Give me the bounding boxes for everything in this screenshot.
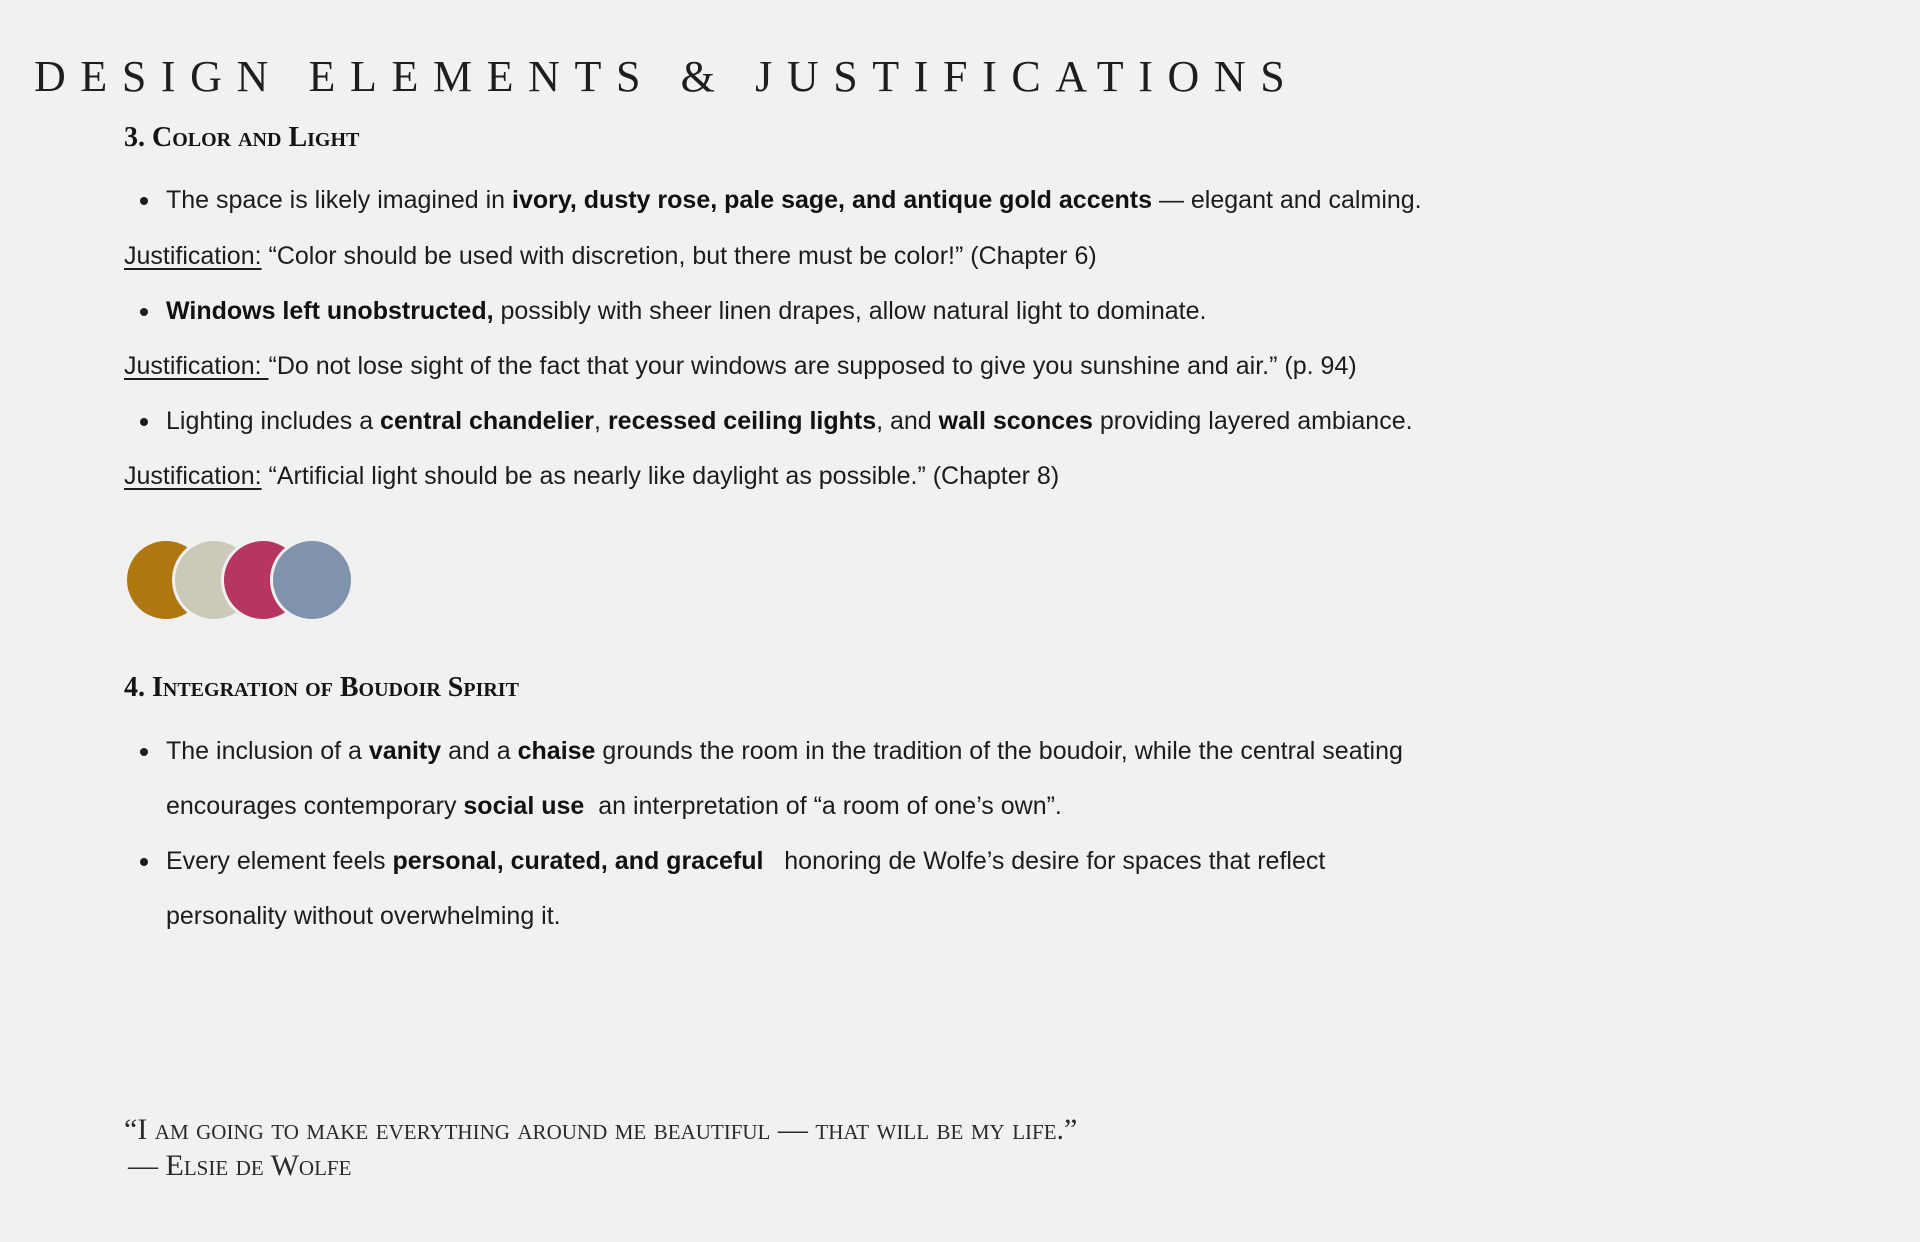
bullet-marker: [140, 418, 148, 426]
bullet-personal-curated-continued: personality without overwhelming it.: [166, 902, 561, 930]
bullet-marker: [140, 748, 148, 756]
bullet-personal-curated: Every element feels personal, curated, and graceful honoring de Wolfe’s desire for spaces that reflect: [166, 847, 1326, 875]
color-palette-swatches: [124, 538, 364, 622]
swatch-slate-blue: [270, 538, 354, 622]
section-heading-boudoir-spirit: 4. Integration of Boudoir Spirit: [124, 672, 519, 703]
justification-label: Justification:: [124, 352, 269, 380]
bullet-marker: [140, 308, 148, 316]
bullet-color-palette: The space is likely imagined in ivory, dusty rose, pale sage, and antique gold accents — elegant and calming.: [166, 186, 1422, 214]
justification-lighting: Justification: “Artificial light should be as nearly like daylight as possible.” (Chapter 8): [124, 462, 1060, 490]
bullet-windows: Windows left unobstructed, possibly with sheer linen drapes, allow natural light to dominate.: [166, 297, 1207, 325]
quote-author: — Elsie de Wolfe: [128, 1149, 352, 1182]
justification-label: Justification:: [124, 462, 262, 490]
bullet-marker: [140, 197, 148, 205]
section-heading-color-and-light: 3. Color and Light: [124, 122, 360, 153]
justification-color: Justification: “Color should be used with discretion, but there must be color!” (Chapter 6): [124, 242, 1097, 270]
bullet-vanity-chaise: The inclusion of a vanity and a chaise grounds the room in the tradition of the boudoir, while the central seating: [166, 737, 1403, 765]
justification-windows: Justification: “Do not lose sight of the fact that your windows are supposed to give you sunshine and air.” (p. 94): [124, 352, 1357, 380]
closing-quote: “I am going to make everything around me beautiful — that will be my life.”: [124, 1113, 1078, 1146]
bullet-marker: [140, 858, 148, 866]
page-title: DESIGN ELEMENTS & JUSTIFICATIONS: [34, 52, 1300, 101]
bullet-lighting: Lighting includes a central chandelier, recessed ceiling lights, and wall sconces providing layered ambiance.: [166, 407, 1413, 435]
bullet-vanity-chaise-continued: encourages contemporary social use an interpretation of “a room of one’s own”.: [166, 792, 1062, 820]
justification-label: Justification:: [124, 242, 262, 270]
